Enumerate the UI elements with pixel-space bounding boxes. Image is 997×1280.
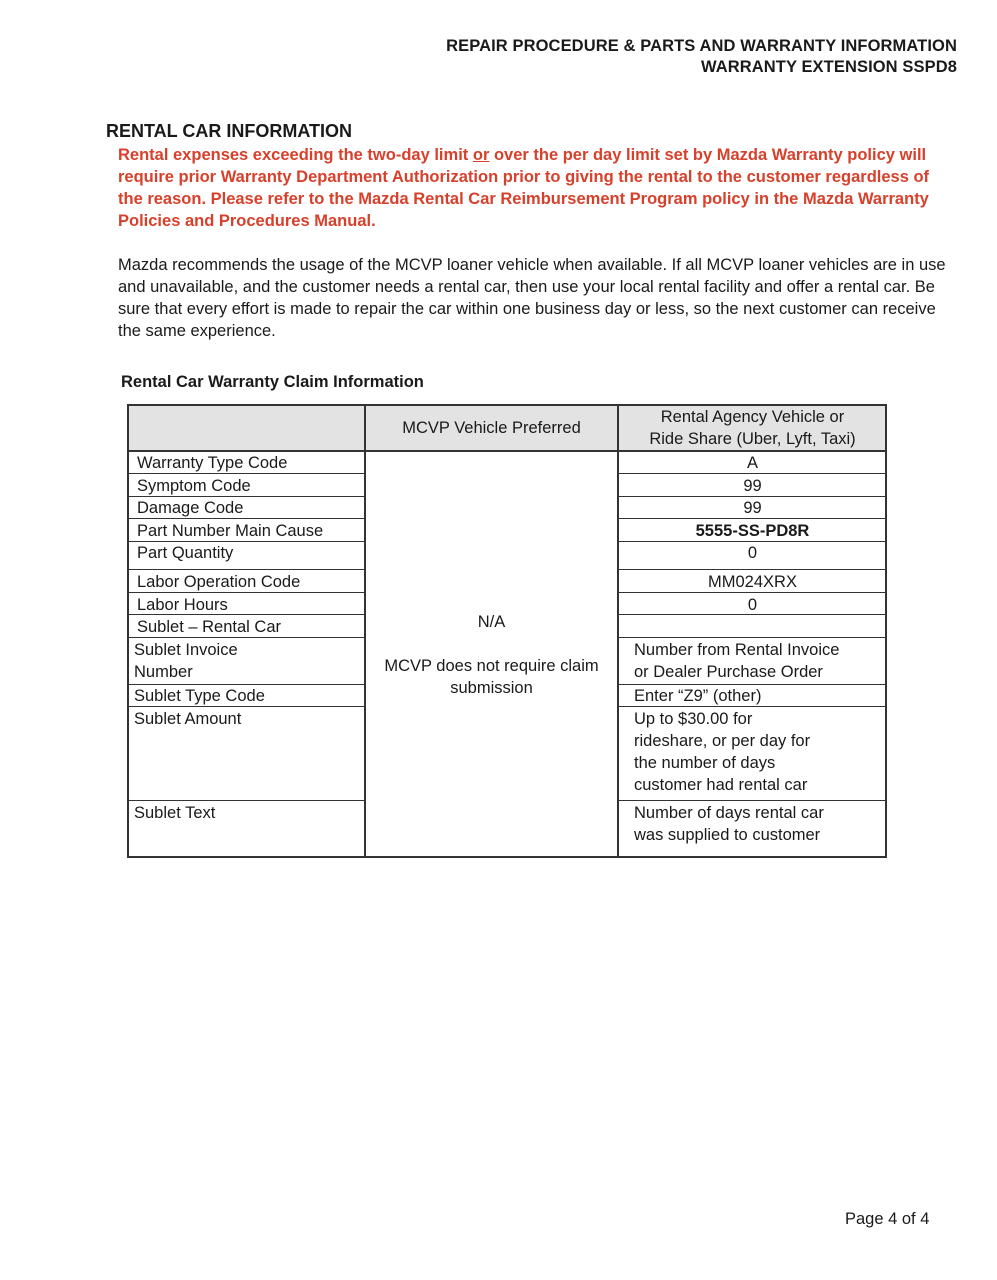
row-line-right xyxy=(618,496,887,497)
table-row-value: 5555-SS-PD8R xyxy=(695,522,810,540)
header-bottom-line xyxy=(127,450,887,452)
table-row-label: Sublet Text xyxy=(134,804,216,822)
page-number: Page 4 of 4 xyxy=(845,1210,930,1228)
table-row-value: 99 xyxy=(743,477,762,495)
row-line-left xyxy=(127,496,365,497)
table-row-label: Part Number Main Cause xyxy=(137,522,324,540)
row-line-left xyxy=(127,569,365,570)
mcvp-recommendation-paragraph: Mazda recommends the usage of the MCVP loaner vehicle when available. If all MCVP loaner vehicles are in use and unavailable, and the customer needs a rental car, then use your local rental facility and offer a rental car. Be sure that every effort is made to repair the car within one business day or less, so the next customer can receive the same experience. xyxy=(118,256,946,340)
value-line-3: the number of days xyxy=(634,754,776,772)
row-line-right xyxy=(618,473,887,474)
table-border-top xyxy=(127,404,887,406)
table-row-label: Symptom Code xyxy=(137,477,251,495)
row-line-right xyxy=(618,684,887,685)
table-row-label: Sublet Amount xyxy=(134,710,242,728)
col3-header-line-1: Rental Agency Vehicle or xyxy=(660,408,845,426)
notice-part-2: over the per day limit set by Mazda Warranty policy will require prior Warranty Department Authorization prior to giving the rental to the customer regardless of the reason. Please refer to the Mazda Rental Car Reimbursement Program policy in the Mazda Warranty Policies and Procedures Manual. xyxy=(118,146,930,230)
table-row-value xyxy=(626,639,887,684)
table-row-label: Part Quantity xyxy=(137,544,234,562)
header-cell-empty xyxy=(127,404,365,451)
table-row-label xyxy=(127,639,363,684)
row-line-right xyxy=(618,800,887,801)
row-line-right xyxy=(618,706,887,707)
table-row-label: Labor Hours xyxy=(137,596,228,614)
col3-header-line-2: Ride Share (Uber, Lyft, Taxi) xyxy=(649,430,856,448)
row-line-right xyxy=(618,637,887,638)
mcvp-merged-cell xyxy=(365,451,618,858)
table-row-value: Enter “Z9” (other) xyxy=(634,687,762,705)
header-cell-rental-agency xyxy=(618,404,887,451)
value-line-1: Number from Rental Invoice xyxy=(634,641,840,659)
row-line-right xyxy=(618,541,887,542)
row-line-left xyxy=(127,541,365,542)
header-cell-mcvp xyxy=(365,404,618,451)
row-line-left xyxy=(127,473,365,474)
table-row-label: Sublet – Rental Car xyxy=(137,618,281,636)
document-header xyxy=(446,36,957,78)
table-row-label: Warranty Type Code xyxy=(137,454,288,472)
header-line-2: WARRANTY EXTENSION SSPD8 xyxy=(700,58,957,76)
row-line-left xyxy=(127,518,365,519)
row-line-left xyxy=(127,706,365,707)
row-line-right xyxy=(618,614,887,615)
row-line-right xyxy=(618,592,887,593)
header-line-1: REPAIR PROCEDURE & PARTS AND WARRANTY INFORMATION xyxy=(446,37,957,55)
col2-header: MCVP Vehicle Preferred xyxy=(402,419,581,437)
rental-policy-notice xyxy=(118,144,948,232)
value-line-2: was supplied to customer xyxy=(634,826,821,844)
row-line-left xyxy=(127,592,365,593)
table-row-label: Labor Operation Code xyxy=(137,573,301,591)
table-row-value: 0 xyxy=(747,596,758,614)
row-line-left xyxy=(127,614,365,615)
table-row-value: 99 xyxy=(743,499,762,517)
table-border-bottom xyxy=(127,856,887,858)
rental-claim-table xyxy=(127,404,887,858)
row-line-right xyxy=(618,518,887,519)
value-line-1: Up to $30.00 for xyxy=(634,710,753,728)
section-title: RENTAL CAR INFORMATION xyxy=(106,121,352,141)
value-line-2: or Dealer Purchase Order xyxy=(634,663,823,681)
notice-underlined-word: or xyxy=(472,146,490,164)
row-line-right xyxy=(618,569,887,570)
label-line-2: Number xyxy=(134,663,193,681)
table-row-value xyxy=(634,802,887,852)
label-line-1: Sublet Invoice xyxy=(134,641,238,659)
mcvp-note-line-1: MCVP does not require claim xyxy=(384,657,599,675)
notice-part-1: Rental expenses exceeding the two-day limit xyxy=(118,146,473,164)
value-line-2: rideshare, or per day for xyxy=(634,732,811,750)
mcvp-note-line-2: submission xyxy=(450,679,533,697)
table-row-label: Sublet Type Code xyxy=(134,687,265,705)
row-line-left xyxy=(127,637,365,638)
value-line-4: customer had rental car xyxy=(634,776,808,794)
row-line-left xyxy=(127,800,365,801)
table-row-value xyxy=(634,708,887,798)
table-row-label: Damage Code xyxy=(137,499,244,517)
row-line-left xyxy=(127,684,365,685)
table-row-value: A xyxy=(746,454,758,472)
mcvp-na: N/A xyxy=(477,613,506,631)
table-row-value: MM024XRX xyxy=(708,573,797,591)
table-row-value: 0 xyxy=(747,544,758,562)
table-title: Rental Car Warranty Claim Information xyxy=(121,373,424,391)
value-line-1: Number of days rental car xyxy=(634,804,824,822)
table-row-value xyxy=(618,616,887,638)
